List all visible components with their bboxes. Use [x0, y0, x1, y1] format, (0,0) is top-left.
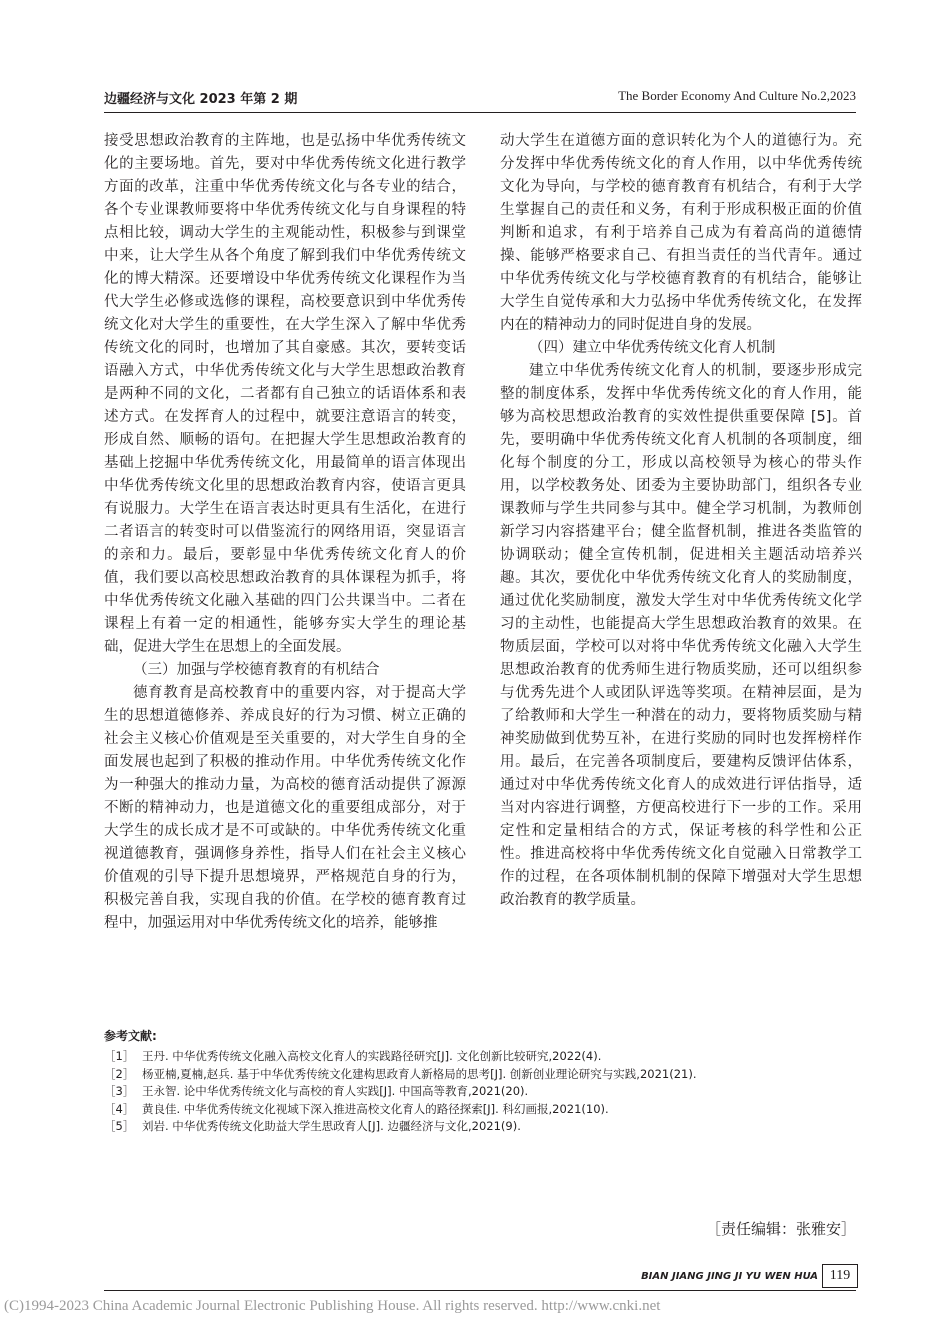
footer-rule [104, 1290, 856, 1291]
reference-item [104, 1066, 856, 1084]
section-heading: （四）建立中华优秀传统文化育人机制 [529, 340, 776, 356]
reference-text: 王丹. 中华优秀传统文化融入高校文化育人的实践路径研究[J]. 文化创新比较研究,2022(4). [142, 1049, 602, 1063]
header-rule [104, 112, 856, 113]
right-column [500, 130, 862, 912]
page-number: 119 [822, 1264, 858, 1288]
references [104, 1027, 856, 1136]
references-title: 参考文献: [104, 1029, 157, 1043]
paragraph: 动大学生在道德方面的意识转化为个人的道德行为。充分发挥中华优秀传统文化的育人作用，以中华优秀传统文化为导向，与学校的德育教育有机结合，有利于大学生掌握自己的责任和义务，有利于形成积极正面的价值判断和追求，有利于培养自己成为有着高尚的道德情操、能够严格要求自己、有担当责任的当代青年。通过中华优秀传统文化与学校德育教育的有机结合，能够让大学生自觉传承和大力弘扬中华优秀传统文化，在发挥内在的精神动力的同时促进自身的发展。 [500, 133, 862, 333]
reference-number: ［3］ [104, 1084, 135, 1098]
reference-text: 黄良佳. 中华优秀传统文化视域下深入推进高校文化育人的路径探索[J]. 科幻画报,2021(10). [142, 1101, 609, 1116]
section-heading: （三）加强与学校德育教育的有机结合 [133, 662, 380, 678]
copyright-notice: (C)1994-2023 China Academic Journal Electronic Publishing House. All rights reserved. http://www.cnki.net [4, 1298, 661, 1314]
reference-item [104, 1048, 856, 1066]
reference-item [104, 1083, 856, 1101]
footer-journal-pinyin: BIAN JIANG JING JI YU WEN HUA [641, 1271, 818, 1282]
reference-text: 杨亚楠,夏楠,赵兵. 基于中华优秀传统文化建构思政育人新格局的思考[J]. 创新创业理论研究与实践,2021(21). [142, 1066, 697, 1081]
reference-number: ［2］ [104, 1066, 135, 1081]
reference-number: ［1］ [104, 1049, 135, 1063]
paragraph: 德育教育是高校教育中的重要内容，对于提高大学生的思想道德修养、养成良好的行为习惯、树立正确的社会主义核心价值观是至关重要的，对大学生自身的全面发展也起到了积极的推动作用。中华优秀传统文化作为一种强大的推动力量，为高校的德育活动提供了源源不断的精神动力，也是道德文化的重要组成部分，对于大学生的成长成才是不可或缺的。中华优秀传统文化重视道德教育，强调修身养性，指导人们在社会主义核心价值观的引导下提升思想境界，严格规范自身的行为，积极完善自我，实现自我的价值。在学校的德育教育过程中，加强运用对中华优秀传统文化的培养，能够推 [104, 685, 466, 931]
responsible-editor: ［责任编辑：张雅安］ [705, 1220, 856, 1238]
reference-number: ［4］ [104, 1101, 135, 1116]
reference-text: 王永智. 论中华优秀传统文化与高校的育人实践[J]. 中国高等教育,2021(20). [142, 1084, 529, 1098]
reference-text: 刘岩. 中华优秀传统文化助益大学生思政育人[J]. 边疆经济与文化,2021(9). [142, 1119, 521, 1133]
header-journal-en: The Border Economy And Culture No.2,2023 [618, 88, 856, 103]
header-journal-cn: 边疆经济与文化 2023 年第 2 期 [104, 92, 298, 107]
paragraph: 接受思想政治教育的主阵地，也是弘扬中华优秀传统文化的主要场地。首先，要对中华优秀传统文化进行教学方面的改革，注重中华优秀传统文化与各专业的结合，各个专业课教师要将中华优秀传统文化与自身课程的特点相比较，调动大学生的主观能动性，积极参与到课堂中来，让大学生从各个角度了解到我们中华优秀传统文化的博大精深。还要增设中华优秀传统文化课程作为当代大学生必修或选修的课程，高校要意识到中华优秀传统文化对大学生的重要性，在大学生深入了解中华优秀传统文化的同时，也增加了其自豪感。其次，要转变话语融入方式，中华优秀传统文化与大学生思想政治教育是两种不同的文化，二者都有自己独立的话语体系和表述方式。在发挥育人的过程中，就要注意语言的转变，形成自然、顺畅的语句。在把握大学生思想政治教育的基础上挖掘中华优秀传统文化，用最简单的语言体现出中华优秀传统文化里的思想政治教育内容，使语言更具有说服力。大学生在语言表达时更具有生活化，在进行二者语言的转变时可以借鉴流行的网络用语，突显语言的亲和力。最后，要彰显中华优秀传统文化育人的价值，我们要以高校思想政治教育的具体课程为抓手，将中华优秀传统文化融入基础的四门公共课当中。二者在课程上有着一定的相通性，能够夯实大学生的理论基础，促进大学生在思想上的全面发展。 [104, 133, 466, 655]
left-column [104, 130, 466, 935]
reference-item [104, 1118, 856, 1136]
paragraph: 建立中华优秀传统文化育人的机制，要逐步形成完整的制度体系，发挥中华优秀传统文化的育人作用，能够为高校思想政治教育的实效性提供重要保障 [5]。首先，要明确中华优秀传统文化育人机制的各项制度，细化每个制度的分工，形成以高校领导为核心的带头作用，以学校教务处、团委为主要协助部门，组织各专业课教师与学生共同参与其中。健全学习机制，为教师创新学习内容搭建平台；健全监督机制，推进各类监管的协调联动；健全宣传机制，促进相关主题活动培养兴趣。其次，要优化中华优秀传统文化育人的奖励制度，通过优化奖励制度，激发大学生对中华优秀传统文化学习的主动性，也能提高大学生思想政治教育的效果。在物质层面，学校可以对将中华优秀传统文化融入大学生思想政治教育的优秀师生进行物质奖励，还可以组织参与优秀先进个人或团队评选等奖项。在精神层面，是为了给教师和大学生一种潜在的动力，要将物质奖励与精神奖励做到优势互补，在进行奖励的同时也发挥榜样作用。最后，在完善各项制度后，要建构反馈评估体系，通过对中华优秀传统文化育人的成效进行评估指导，适当对内容进行调整，方便高校进行下一步的工作。采用定性和定量相结合的方式，保证考核的科学性和公正性。推进高校将中华优秀传统文化自觉融入日常教学工作的过程，在各项体制机制的保障下增强对大学生思想政治教育的教学质量。 [500, 363, 862, 908]
reference-item [104, 1101, 856, 1119]
running-header [104, 88, 856, 110]
reference-number: ［5］ [104, 1119, 135, 1133]
